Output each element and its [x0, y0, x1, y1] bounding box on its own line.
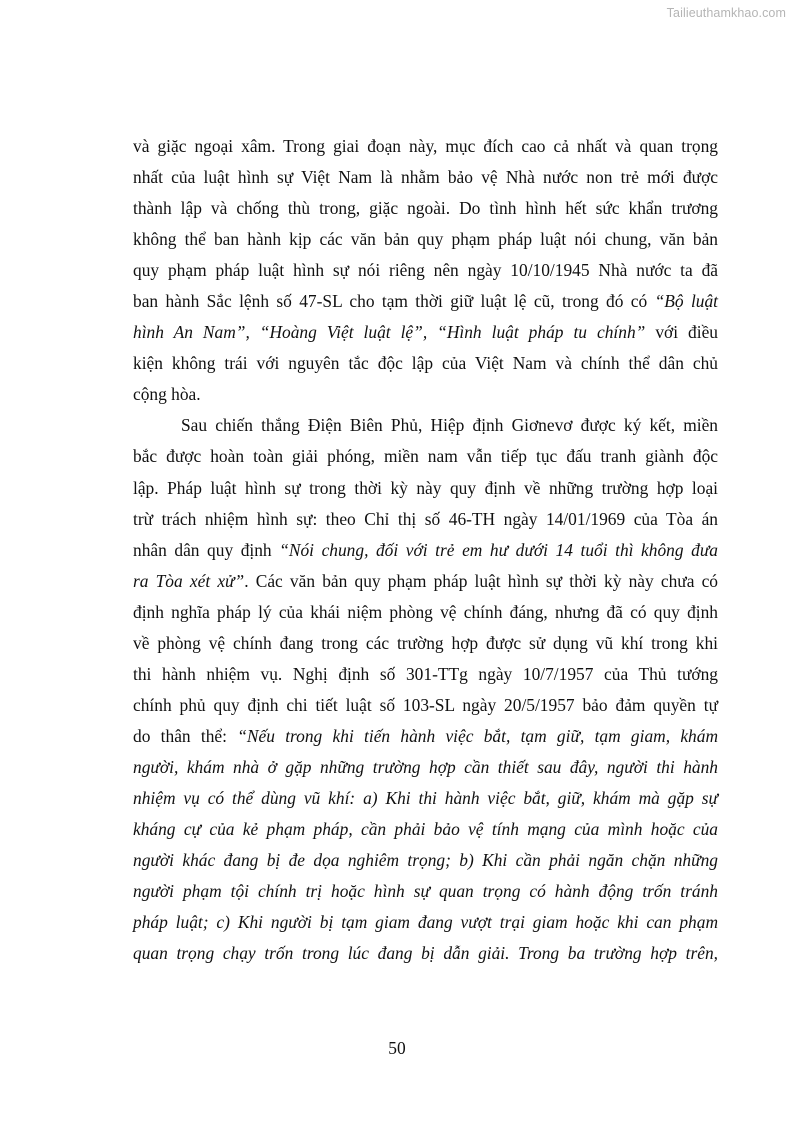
text-line [133, 845, 718, 876]
text-run: quy phạm pháp luật hình sự nói riêng nên ngày 10/10/1945 Nhà nước ta đã [133, 260, 718, 281]
text-line [133, 814, 718, 845]
text-line [133, 597, 718, 628]
text-run: cộng hòa. [133, 384, 201, 405]
text-line [133, 907, 718, 938]
text-run: với điều [645, 322, 718, 343]
text-line [133, 224, 718, 255]
text-line [133, 286, 718, 317]
text-line [133, 752, 718, 783]
text-run: Sau chiến thắng Điện Biên Phủ, Hiệp định Giơnevơ được ký kết, miền [181, 415, 718, 436]
italic-quote: người, khám nhà ở gặp những trường hợp cần thiết sau đây, người thi hành [133, 756, 718, 777]
text-line [133, 348, 718, 379]
text-run: trừ trách nhiệm hình sự: theo Chỉ thị số 46-TH ngày 14/01/1969 của Tòa án [133, 508, 718, 529]
text-run: thành lập và chống thù trong, giặc ngoài. Do tình hình hết sức khẩn trương [133, 198, 718, 219]
text-line [133, 938, 718, 969]
paragraph-2 [133, 410, 718, 969]
italic-quote: kháng cự của kẻ phạm pháp, cần phải bảo vệ tính mạng của mình hoặc của [133, 819, 718, 840]
text-run: và giặc ngoại xâm. Trong giai đoạn này, mục đích cao cả nhất và quan trọng [133, 136, 718, 156]
italic-quote: “Nếu trong khi tiến hành việc bắt, tạm giữ, tạm giam, khám [237, 725, 719, 746]
text-line [133, 628, 718, 659]
text-line [133, 441, 718, 472]
text-line [133, 659, 718, 690]
text-run: ban hành Sắc lệnh số 47-SL cho tạm thời giữ luật lệ cũ, trong đó có [133, 291, 655, 312]
text-line [133, 535, 718, 566]
text-run: bắc được hoàn toàn giải phóng, miền nam vẫn tiếp tục đấu tranh giành độc [133, 446, 718, 467]
paragraph-1 [133, 131, 718, 410]
text-run: do thân thể: [133, 725, 238, 746]
text-run: về phòng vệ chính đang trong các trường hợp được sử dụng vũ khí trong khi [133, 632, 718, 653]
text-line [133, 410, 718, 441]
text-line [133, 379, 718, 410]
text-line [133, 783, 718, 814]
text-line [133, 566, 718, 597]
text-run: thi hành nhiệm vụ. Nghị định số 301-TTg ngày 10/7/1957 của Thủ tướng [133, 663, 718, 684]
text-line [133, 162, 718, 193]
text-line [133, 473, 718, 504]
italic-quote: hình An Nam”, “Hoàng Việt luật lệ”, “Hình luật pháp tu chính” [133, 322, 646, 343]
text-line [133, 317, 718, 348]
watermark: Tailieuthamkhao.com [666, 6, 786, 20]
italic-quote: quan trọng chạy trốn trong lúc đang bị dẫn giải. Trong ba trường hợp trên, [133, 943, 718, 964]
text-line [133, 876, 718, 907]
text-run: chính phủ quy định chi tiết luật số 103-SL ngày 20/5/1957 bảo đảm quyền tự [133, 694, 718, 715]
italic-quote: pháp luật; c) Khi người bị tạm giam đang vượt trại giam hoặc khi can phạm [133, 912, 718, 933]
text-run: nhân dân quy định [133, 539, 280, 560]
text-line [133, 193, 718, 224]
italic-quote: nhiệm vụ có thể dùng vũ khí: a) Khi thi hành việc bắt, giữ, khám mà gặp sự [133, 787, 718, 808]
text-line [133, 131, 718, 162]
text-run: không thể ban hành kịp các văn bản quy phạm pháp luật nói chung, văn bản [133, 229, 718, 250]
text-run: nhất của luật hình sự Việt Nam là nhằm bảo vệ Nhà nước non trẻ mới được [133, 167, 718, 188]
text-line [133, 721, 718, 752]
text-line [133, 504, 718, 535]
text-run: . Các văn bản quy phạm pháp luật hình sự thời kỳ này chưa có [244, 570, 718, 591]
italic-quote: ra Tòa xét xử” [133, 570, 245, 591]
italic-quote: người khác đang bị đe dọa nghiêm trọng; b) Khi cần phải ngăn chặn những [133, 850, 718, 871]
text-run: định nghĩa pháp lý của khái niệm phòng vệ chính đáng, nhưng đã có quy định [133, 601, 718, 622]
text-line [133, 255, 718, 286]
page-number: 50 [388, 1038, 406, 1058]
text-run: kiện không trái với nguyên tắc độc lập của Việt Nam và chính thể dân chủ [133, 353, 718, 374]
italic-quote: “Bộ luật [654, 291, 718, 312]
text-run: lập. Pháp luật hình sự trong thời kỳ này quy định về những trường hợp loại [133, 477, 718, 498]
text-line [133, 690, 718, 721]
body-text [133, 131, 718, 969]
italic-quote: “Nói chung, đối với trẻ em hư dưới 14 tuổi thì không đưa [279, 539, 718, 560]
italic-quote: người phạm tội chính trị hoặc hình sự quan trọng có hành động trốn tránh [133, 881, 718, 902]
